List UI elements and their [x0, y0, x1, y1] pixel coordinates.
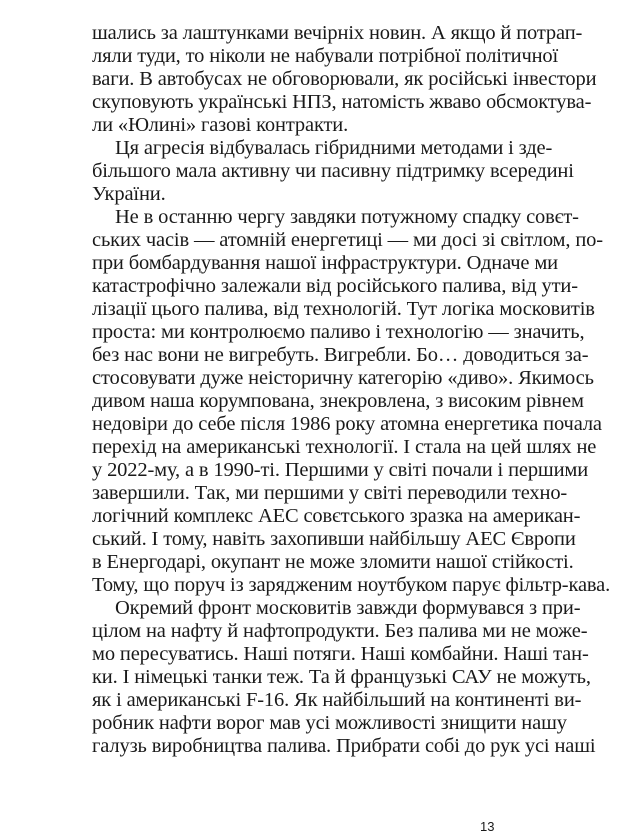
- text-line: при бомбардування нашої інфраструктури. Одначе ми: [92, 252, 558, 274]
- text-line: ки. І німецькі танки теж. Та й французькі САУ не можуть,: [92, 666, 591, 688]
- text-line: у 2022-му, а в 1990-ті. Першими у світі почали і першими: [92, 459, 589, 481]
- text-line: перехід на американські технології. І стала на цей шлях не: [92, 436, 597, 458]
- text-line: логічний комплекс АЕС совєтського зразка на американ-: [92, 505, 581, 527]
- text-line: цілом на нафту й нафтопродукти. Без палива ми не може-: [92, 620, 588, 642]
- text-line: шались за лаштунками вечірніх новин. А якщо й потрап-: [92, 22, 583, 44]
- paragraph-2: [92, 137, 574, 206]
- text-line: Не в останню чергу завдяки потужному спадку совєт-: [115, 206, 579, 228]
- text-line: Тому, що поруч із зарядженим ноутбуком парує фільтр-кава.: [92, 574, 611, 596]
- text-line: дивом наша корумпована, знекровлена, з високим рівнем: [92, 390, 584, 412]
- text-line: ваги. В автобусах не обговорювали, як російські інвестори: [92, 68, 597, 90]
- text-line: ляли туди, то ніколи не набували потрібної політичної: [92, 45, 559, 67]
- text-line: більшого мала активну чи пасивну підтримку всередині: [92, 160, 574, 182]
- paragraph-3: [92, 206, 611, 597]
- text-line: стосовувати дуже неісторичну категорію «диво». Якимось: [92, 367, 594, 389]
- text-line: в Енергодарі, окупант не може зломити нашої стійкості.: [92, 551, 574, 573]
- text-line: скуповують українські НПЗ, натомість жваво обсмоктува-: [92, 91, 592, 113]
- text-line: мо пересуватись. Наші потяги. Наші комбайни. Наші тан-: [92, 643, 589, 665]
- text-line: ських часів — атомній енергетиці — ми досі зі світлом, по-: [92, 229, 603, 251]
- text-line: України.: [92, 183, 166, 205]
- paragraph-1: [92, 22, 597, 137]
- text-line: як і американські F-16. Як найбільший на континенті ви-: [92, 689, 582, 711]
- text-line: Ця агресія відбувалась гібридними методами і зде-: [115, 137, 553, 159]
- text-line: недовіри до себе після 1986 року атомна енергетика почала: [92, 413, 602, 435]
- text-line: без нас вони не вигребуть. Вигребли. Бо… доводиться за-: [92, 344, 589, 366]
- page-number: 13: [480, 819, 495, 834]
- body-text: [92, 22, 611, 758]
- text-line: ський. І тому, навіть захопивши найбільшу АЕС Європи: [92, 528, 576, 550]
- paragraph-4: [92, 597, 596, 758]
- text-line: лізації цього палива, від технологій. Тут логіка московитів: [92, 298, 595, 320]
- text-line: ли «Юлині» газові контракти.: [92, 114, 349, 136]
- text-line: галузь виробництва палива. Прибрати собі до рук усі наші: [92, 735, 596, 757]
- text-line: завершили. Так, ми першими у світі переводили техно-: [92, 482, 568, 504]
- text-line: Окремий фронт московитів завжди формувався з при-: [115, 597, 581, 619]
- text-line: проста: ми контролюємо паливо і технологію — значить,: [92, 321, 585, 343]
- text-line: катастрофічно залежали від російського палива, від ути-: [92, 275, 578, 297]
- text-line: робник нафти ворог мав усі можливості знищити нашу: [92, 712, 567, 734]
